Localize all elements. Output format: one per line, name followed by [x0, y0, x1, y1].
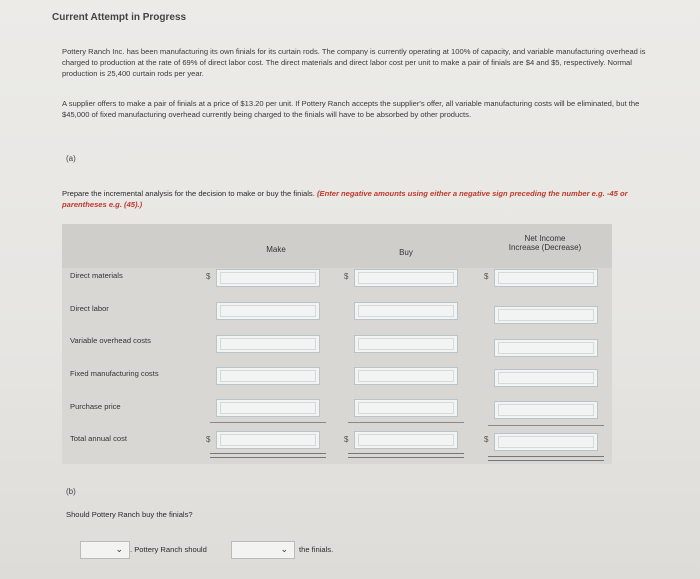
instruction-note: (Enter negative amounts using either a negative sign preceding the number e.g. -45 or parentheses e.g. (45).) [62, 189, 628, 209]
page-heading: Current Attempt in Progress [52, 12, 187, 23]
dollar-sign: $ [344, 435, 349, 444]
decision-dropdown-1[interactable] [80, 541, 130, 559]
column-header-make: Make [266, 245, 286, 254]
decision-dropdown-2[interactable] [231, 541, 295, 559]
problem-paragraph-2: A supplier offers to make a pair of finials at a price of $13.20 per unit. If Pottery Ranch accepts the supplier's offer, all variable manufacturing costs will be eliminated, but the $45,000 of fixed manufacturing overhead currently being charged to the finials will have to be absorbed by other products. [62, 99, 640, 119]
net-direct-labor-input[interactable] [494, 306, 598, 324]
buy-direct-labor-input[interactable] [354, 302, 458, 320]
buy-fixed-manufacturing-input[interactable] [354, 367, 458, 385]
part-b-label: (b) [66, 487, 76, 496]
column-header-buy: Buy [399, 248, 413, 257]
make-purchase-price-input[interactable] [216, 399, 320, 417]
dollar-sign: $ [206, 435, 211, 444]
dollar-sign: $ [484, 272, 489, 281]
dollar-sign: $ [484, 435, 489, 444]
row-label-direct-materials: Direct materials [70, 271, 123, 280]
sentence-end: the finials. [299, 545, 334, 554]
buy-variable-overhead-input[interactable] [354, 335, 458, 353]
buy-total-input[interactable] [354, 431, 458, 449]
part-a-label: (a) [66, 154, 76, 163]
net-fixed-manufacturing-input[interactable] [494, 369, 598, 387]
total-double-line-net [488, 456, 604, 461]
net-total-input[interactable] [494, 433, 598, 451]
buy-direct-materials-input[interactable] [354, 269, 458, 287]
row-label-purchase-price: Purchase price [70, 402, 121, 411]
sentence-middle: . Pottery Ranch should [130, 545, 207, 554]
net-direct-materials-input[interactable] [494, 269, 598, 287]
net-purchase-price-input[interactable] [494, 401, 598, 419]
subtotal-line-make [210, 422, 326, 423]
instruction-text: Prepare the incremental analysis for the decision to make or buy the finials. [62, 189, 315, 198]
net-income-line2: Increase (Decrease) [508, 243, 582, 252]
buy-purchase-price-input[interactable] [354, 399, 458, 417]
net-variable-overhead-input[interactable] [494, 339, 598, 357]
dollar-sign: $ [344, 272, 349, 281]
net-income-line1: Net Income [524, 234, 566, 243]
make-total-input[interactable] [216, 431, 320, 449]
total-double-line-buy [348, 453, 464, 458]
incremental-analysis-table [62, 224, 612, 464]
chevron-down-icon: ⌄ [280, 544, 288, 554]
make-variable-overhead-input[interactable] [216, 335, 320, 353]
row-label-direct-labor: Direct labor [70, 304, 109, 313]
row-label-total-annual-cost: Total annual cost [70, 434, 127, 443]
part-b-question: Should Pottery Ranch buy the finials? [66, 510, 193, 519]
make-fixed-manufacturing-input[interactable] [216, 367, 320, 385]
subtotal-line-buy [348, 422, 464, 423]
make-direct-materials-input[interactable] [216, 269, 320, 287]
subtotal-line-net [488, 425, 604, 426]
dollar-sign: $ [206, 272, 211, 281]
make-direct-labor-input[interactable] [216, 302, 320, 320]
total-double-line-make [210, 453, 326, 458]
part-a-instruction [62, 188, 662, 210]
problem-paragraph-1: Pottery Ranch Inc. has been manufacturing its own finials for its curtain rods. The company is currently operating at 100% of capacity, and variable manufacturing overhead is charged to production at the rate of 69% of direct labor cost. The direct materials and direct labor cost per unit to make a pair of finials are $4 and $5, respectively. Normal production is 25,400 curtain rods per year. [62, 47, 646, 78]
row-label-variable-overhead: Variable overhead costs [70, 336, 151, 345]
row-label-fixed-manufacturing: Fixed manufacturing costs [70, 369, 159, 378]
column-header-net-income [490, 234, 600, 252]
table-header [62, 224, 612, 268]
chevron-down-icon: ⌄ [115, 544, 123, 554]
